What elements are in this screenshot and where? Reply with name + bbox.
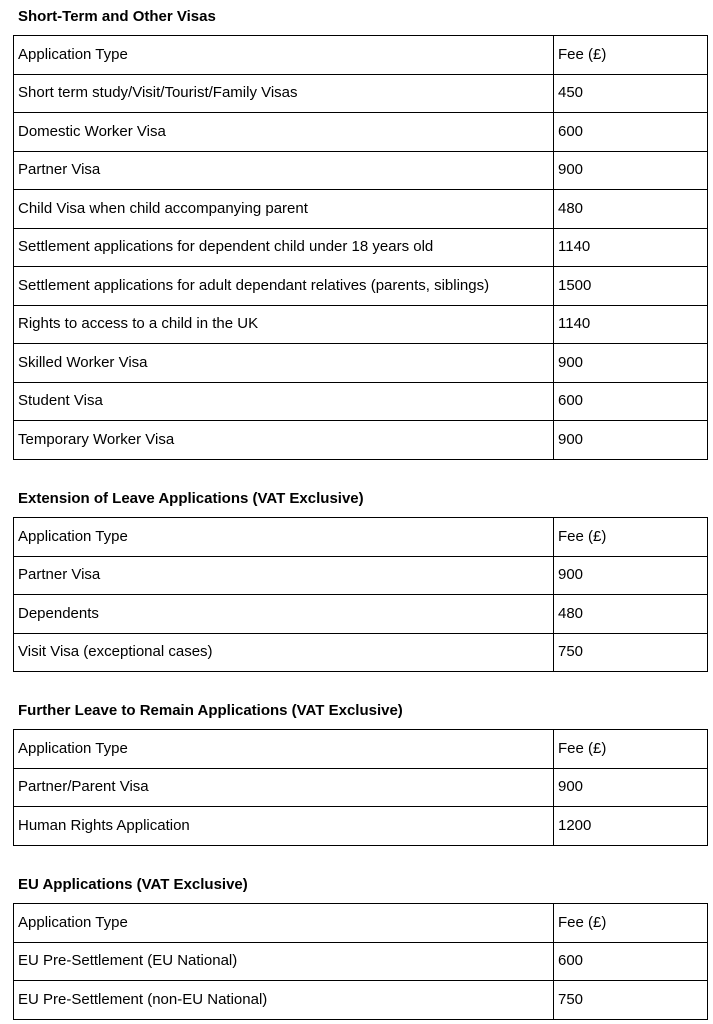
section-title: EU Applications (VAT Exclusive) bbox=[18, 876, 248, 893]
column-header-fee: Fee (£) bbox=[554, 904, 708, 943]
table-row bbox=[14, 768, 708, 807]
table-row bbox=[14, 633, 708, 672]
table-row bbox=[14, 382, 708, 421]
application-type-cell: EU Pre-Settlement (EU National) bbox=[14, 942, 554, 981]
fee-table bbox=[13, 903, 708, 1020]
table-header-row bbox=[14, 36, 708, 75]
table-row bbox=[14, 74, 708, 113]
column-header-application-type: Application Type bbox=[14, 730, 554, 769]
fee-cell: 600 bbox=[554, 113, 708, 152]
section-title: Short-Term and Other Visas bbox=[18, 8, 216, 25]
application-type-cell: Settlement applications for adult dependant relatives (parents, siblings) bbox=[14, 267, 554, 306]
application-type-cell: Partner/Parent Visa bbox=[14, 768, 554, 807]
table-row bbox=[14, 981, 708, 1020]
table-row bbox=[14, 228, 708, 267]
fee-cell: 1140 bbox=[554, 228, 708, 267]
column-header-application-type: Application Type bbox=[14, 904, 554, 943]
application-type-cell: Temporary Worker Visa bbox=[14, 421, 554, 460]
application-type-cell: Settlement applications for dependent child under 18 years old bbox=[14, 228, 554, 267]
application-type-cell: Short term study/Visit/Tourist/Family Visas bbox=[14, 74, 554, 113]
fee-cell: 750 bbox=[554, 633, 708, 672]
column-header-fee: Fee (£) bbox=[554, 730, 708, 769]
table-header-row bbox=[14, 730, 708, 769]
column-header-application-type: Application Type bbox=[14, 518, 554, 557]
application-type-cell: Partner Visa bbox=[14, 151, 554, 190]
table-row bbox=[14, 421, 708, 460]
table-row bbox=[14, 267, 708, 306]
fee-cell: 480 bbox=[554, 595, 708, 634]
section-title: Further Leave to Remain Applications (VAT Exclusive) bbox=[18, 702, 403, 719]
fee-cell: 1500 bbox=[554, 267, 708, 306]
fee-cell: 1140 bbox=[554, 305, 708, 344]
column-header-fee: Fee (£) bbox=[554, 36, 708, 75]
fee-cell: 480 bbox=[554, 190, 708, 229]
application-type-cell: Domestic Worker Visa bbox=[14, 113, 554, 152]
table-header-row bbox=[14, 518, 708, 557]
table-row bbox=[14, 807, 708, 846]
table-row bbox=[14, 344, 708, 383]
table-row bbox=[14, 305, 708, 344]
application-type-cell: Skilled Worker Visa bbox=[14, 344, 554, 383]
table-row bbox=[14, 942, 708, 981]
application-type-cell: Visit Visa (exceptional cases) bbox=[14, 633, 554, 672]
application-type-cell: Partner Visa bbox=[14, 556, 554, 595]
table-row bbox=[14, 556, 708, 595]
fee-cell: 900 bbox=[554, 151, 708, 190]
application-type-cell: Dependents bbox=[14, 595, 554, 634]
table-row bbox=[14, 190, 708, 229]
application-type-cell: Child Visa when child accompanying parent bbox=[14, 190, 554, 229]
fee-table bbox=[13, 517, 708, 672]
application-type-cell: Human Rights Application bbox=[14, 807, 554, 846]
column-header-fee: Fee (£) bbox=[554, 518, 708, 557]
fee-cell: 600 bbox=[554, 382, 708, 421]
fee-cell: 450 bbox=[554, 74, 708, 113]
fee-cell: 600 bbox=[554, 942, 708, 981]
fee-cell: 1200 bbox=[554, 807, 708, 846]
fee-cell: 900 bbox=[554, 344, 708, 383]
fee-table bbox=[13, 35, 708, 460]
fee-cell: 900 bbox=[554, 556, 708, 595]
application-type-cell: Rights to access to a child in the UK bbox=[14, 305, 554, 344]
fee-table bbox=[13, 729, 708, 846]
table-row bbox=[14, 595, 708, 634]
section-title: Extension of Leave Applications (VAT Exclusive) bbox=[18, 490, 364, 507]
application-type-cell: Student Visa bbox=[14, 382, 554, 421]
fee-cell: 900 bbox=[554, 421, 708, 460]
application-type-cell: EU Pre-Settlement (non-EU National) bbox=[14, 981, 554, 1020]
table-row bbox=[14, 151, 708, 190]
table-header-row bbox=[14, 904, 708, 943]
table-row bbox=[14, 113, 708, 152]
fee-cell: 750 bbox=[554, 981, 708, 1020]
column-header-application-type: Application Type bbox=[14, 36, 554, 75]
fee-cell: 900 bbox=[554, 768, 708, 807]
